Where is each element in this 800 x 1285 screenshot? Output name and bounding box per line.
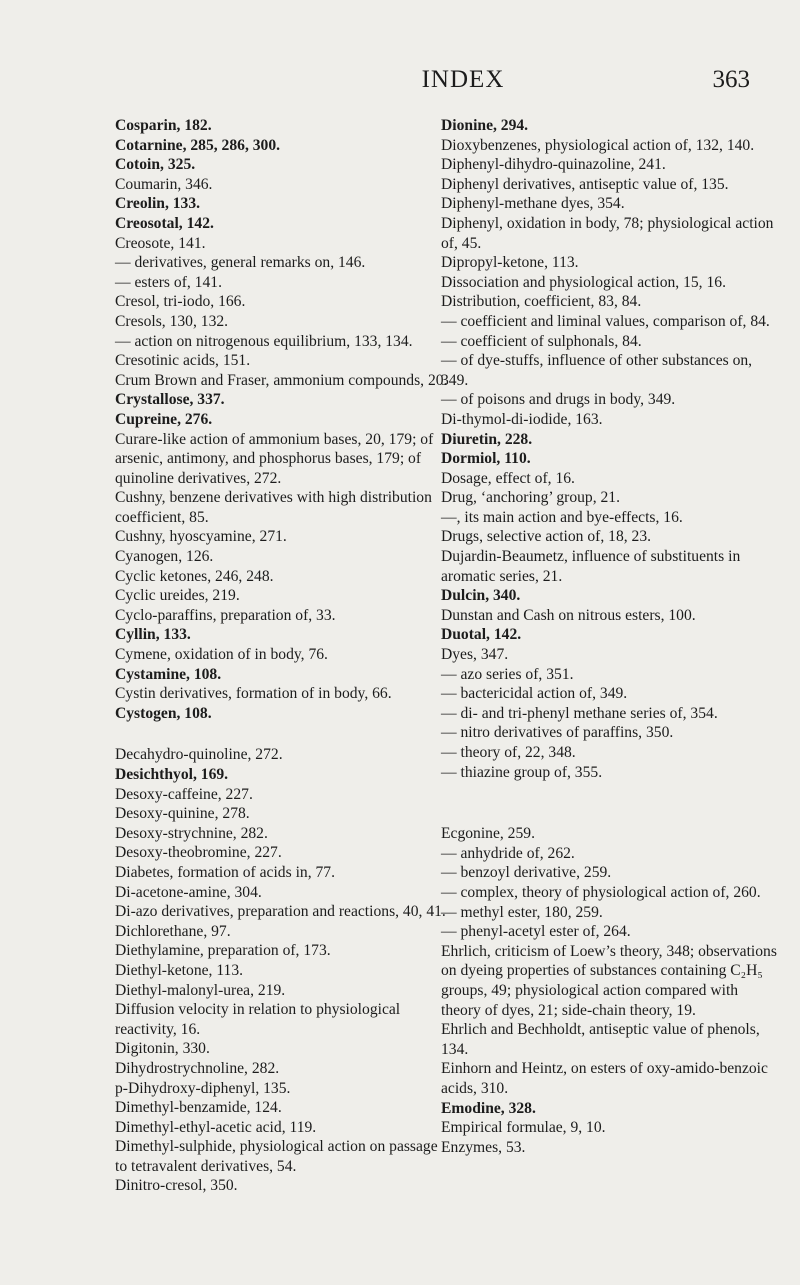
index-entry: [115, 1000, 451, 1039]
index-entry: [115, 1176, 451, 1196]
index-entry: [441, 312, 781, 332]
index-entry: [441, 273, 781, 293]
index-entry-text: Cresol, tri-iodo, 166.: [115, 293, 246, 311]
index-entry: [115, 488, 451, 527]
index-entry-text: — theory of, 22, 348.: [441, 744, 576, 761]
index-entry-text: Desichthyol, 169.: [115, 766, 229, 783]
index-entry-text: Ehrlich and Bechholdt, antiseptic value of phenols, 134.: [441, 1021, 760, 1058]
index-entry-text: Desoxy-theobromine, 227.: [115, 844, 282, 862]
index-entry: [115, 351, 451, 371]
index-entry: [115, 586, 451, 606]
index-entry-text: Ehrlich, criticism of Loew’s theory, 348; observations on dyeing properties of substances containing C₂H₅ groups, 49; physiological action compared with theory of dyes, 21; side-chain theory, 19.: [441, 942, 777, 1019]
index-entry-text: Coumarin, 346.: [115, 175, 213, 193]
index-entry-text: Dinitro-cresol, 350.: [115, 1177, 238, 1195]
index-entry: [115, 625, 451, 645]
index-entry-text: Cyanogen, 126.: [115, 548, 214, 566]
index-entry: [115, 883, 451, 903]
index-entry: [441, 844, 781, 864]
index-entry: [441, 292, 781, 312]
index-entry: [115, 273, 451, 293]
index-entry: [115, 175, 451, 195]
index-entry-text: Cotoin, 325.: [115, 156, 196, 174]
index-entry-text: Desoxy-strychnine, 282.: [115, 824, 268, 842]
index-entry: [441, 547, 781, 586]
index-entry: [115, 843, 451, 863]
index-entry-text: Creosotal, 142.: [115, 214, 214, 232]
index-entry-text: Creolin, 133.: [115, 195, 201, 213]
index-entry-text: —, its main action and bye-effects, 16.: [441, 508, 683, 526]
index-entry: [441, 351, 781, 390]
index-entry-text: Cosparin, 182.: [115, 117, 212, 134]
index-entry-text: Drug, ‘anchoring’ group, 21.: [441, 489, 620, 507]
index-entry: [115, 332, 451, 352]
index-entry: [115, 824, 451, 844]
index-entry: [441, 1099, 781, 1119]
index-entry: [441, 942, 781, 1020]
page-number: 363: [712, 66, 750, 93]
index-entry: [115, 1118, 451, 1138]
index-entry: [441, 586, 781, 606]
page-header: [116, 66, 780, 100]
index-entry-text: Cushny, hyoscyamine, 271.: [115, 528, 287, 546]
index-entry: [441, 1020, 781, 1059]
index-entry-text: Cushny, benzene derivatives with high distribution coefficient, 85.: [115, 489, 432, 526]
index-entry-text: Cupreine, 276.: [115, 410, 213, 428]
index-entry-text: Emodine, 328.: [441, 1099, 536, 1117]
index-entry-text: Dujardin-Beaumetz, influence of substituents in aromatic series, 21.: [441, 548, 741, 585]
index-entry-text: Dipropyl-ketone, 113.: [441, 254, 579, 272]
index-entry-text: Desoxy-quinine, 278.: [115, 805, 250, 823]
index-entry-text: — bactericidal action of, 349.: [441, 685, 628, 703]
index-entry: [441, 390, 781, 410]
index-entry: [115, 1098, 451, 1118]
index-entry: [441, 1118, 781, 1138]
index-entry: [441, 863, 781, 883]
index-entry: [441, 508, 781, 528]
index-entry-text: Einhorn and Heintz, on esters of oxy-amido-benzoic acids, 310.: [441, 1060, 768, 1097]
index-entry: [441, 1138, 781, 1158]
index-entry-text: Dioxybenzenes, physiological action of, 132, 140.: [441, 136, 755, 154]
index-entry: [441, 883, 781, 903]
index-entry-text: Cyclic ureides, 219.: [115, 587, 240, 605]
index-entry-text: Diphenyl derivatives, antiseptic value of, 135.: [441, 175, 729, 193]
index-entry-text: Di-azo derivatives, preparation and reactions, 40, 41.: [115, 903, 446, 921]
index-entry-text: Diffusion velocity in relation to physiological reactivity, 16.: [115, 1001, 401, 1038]
index-entry-text: — benzoyl derivative, 259.: [441, 864, 612, 882]
index-entry: [441, 430, 781, 450]
index-entry: [115, 390, 451, 410]
index-entry: [115, 214, 451, 234]
index-entry-text: Creosote, 141.: [115, 234, 206, 252]
index-entry-text: Diethyl-ketone, 113.: [115, 961, 244, 979]
index-entry-text: Empirical formulae, 9, 10.: [441, 1119, 606, 1137]
index-entry-text: Diabetes, formation of acids in, 77.: [115, 863, 335, 881]
index-entry: [441, 743, 781, 763]
index-entry: [441, 332, 781, 352]
index-entry-text: Diethylamine, preparation of, 173.: [115, 942, 331, 960]
index-entry-text: Enzymes, 53.: [441, 1138, 526, 1156]
index-entry-text: — of dye-stuffs, influence of other substances on, 349.: [441, 352, 753, 389]
index-entry-text: — phenyl-acetyl ester of, 264.: [441, 923, 631, 941]
index-entry: [115, 155, 451, 175]
index-entry-text: — nitro derivatives of paraffins, 350.: [441, 724, 674, 742]
index-entry-text: Diethyl-malonyl-urea, 219.: [115, 981, 286, 999]
index-entry-text: Dimethyl-sulphide, physiological action on passage to tetravalent derivatives, 54.: [115, 1138, 438, 1175]
index-entry: [115, 410, 451, 430]
index-column-left: [115, 116, 451, 1196]
index-entry: [441, 449, 781, 469]
index-entry: [115, 1039, 451, 1059]
index-entry: [115, 312, 451, 332]
index-entry-text: Cystamine, 108.: [115, 665, 222, 683]
index-entry-text: Ecgonine, 259.: [441, 825, 535, 843]
index-entry-text: Di-thymol-di-iodide, 163.: [441, 410, 603, 428]
index-entry: [441, 155, 781, 175]
index-entry-text: Diphenyl-methane dyes, 354.: [441, 195, 625, 213]
index-entry-text: Dionine, 294.: [441, 117, 529, 134]
index-entry: [115, 684, 451, 704]
index-column-right: [441, 116, 781, 1157]
index-entry: [115, 1059, 451, 1079]
index-entry-text: Drugs, selective action of, 18, 23.: [441, 528, 652, 546]
index-entry: [441, 410, 781, 430]
index-entry-text: Duotal, 142.: [441, 626, 522, 644]
index-entry-text: Dosage, effect of, 16.: [441, 469, 575, 487]
index-entry-text: Dichlorethane, 97.: [115, 922, 231, 940]
index-entry: [115, 371, 451, 391]
index-entry: [441, 625, 781, 645]
index-entry: [115, 547, 451, 567]
page-title: INDEX: [421, 66, 505, 93]
index-entry: [441, 194, 781, 214]
index-entry: [115, 136, 451, 156]
index-entry-text: — derivatives, general remarks on, 146.: [115, 254, 366, 272]
index-entry-text: — coefficient and liminal values, comparison of, 84.: [441, 312, 770, 330]
index-entry: [441, 527, 781, 547]
index-entry: [441, 214, 781, 253]
index-entry-text: Cotarnine, 285, 286, 300.: [115, 136, 281, 154]
index-entry: [115, 645, 451, 665]
index-entry: [115, 961, 451, 981]
index-entry-text: Cyclic ketones, 246, 248.: [115, 567, 274, 585]
index-entry: [441, 903, 781, 923]
index-entry-text: — thiazine group of, 355.: [441, 763, 603, 781]
index-entry: [115, 941, 451, 961]
index-entry-text: Digitonin, 330.: [115, 1040, 210, 1058]
index-entry-text: — of poisons and drugs in body, 349.: [441, 391, 676, 409]
index-entry-text: — azo series of, 351.: [441, 665, 574, 683]
index-entry-text: Di-acetone-amine, 304.: [115, 883, 262, 901]
index-entry: [115, 116, 451, 136]
index-entry-text: Crum Brown and Fraser, ammonium compounds, 20.: [115, 371, 448, 389]
index-entry-text: Decahydro-quinoline, 272.: [115, 746, 283, 764]
section-gap: [115, 723, 451, 745]
index-entry-text: Dimethyl-ethyl-acetic acid, 119.: [115, 1118, 317, 1136]
index-entry: [441, 488, 781, 508]
index-entry: [441, 606, 781, 626]
index-entry-text: Dimethyl-benzamide, 124.: [115, 1099, 282, 1117]
index-entry-text: Dulcin, 340.: [441, 587, 521, 605]
index-entry-text: Diphenyl, oxidation in body, 78; physiological action of, 45.: [441, 214, 774, 252]
index-entry: [115, 527, 451, 547]
index-entry-text: Cresols, 130, 132.: [115, 312, 229, 330]
index-entry: [115, 567, 451, 587]
index-entry-text: — coefficient of sulphonals, 84.: [441, 332, 642, 350]
index-entry: [115, 194, 451, 214]
index-entry: [441, 684, 781, 704]
index-entry-text: p-Dihydroxy-diphenyl, 135.: [115, 1079, 291, 1097]
index-entry: [115, 922, 451, 942]
index-entry-text: — complex, theory of physiological action of, 260.: [441, 883, 761, 901]
index-entry-text: Dormiol, 110.: [441, 450, 531, 468]
index-entry: [441, 922, 781, 942]
index-entry: [115, 430, 451, 489]
index-entry-text: Dyes, 347.: [441, 646, 509, 664]
index-entry: [115, 981, 451, 1001]
index-entry-text: Cystogen, 108.: [115, 704, 212, 722]
index-entry: [441, 763, 781, 783]
index-entry: [441, 469, 781, 489]
index-entry: [115, 745, 451, 765]
index-entry-text: — methyl ester, 180, 259.: [441, 903, 603, 921]
index-entry: [115, 1137, 451, 1176]
index-entry-text: Diphenyl-dihydro-quinazoline, 241.: [441, 156, 666, 174]
index-entry-text: Dihydrostrychnoline, 282.: [115, 1059, 280, 1077]
index-entry: [441, 645, 781, 665]
index-entry-text: Desoxy-caffeine, 227.: [115, 785, 253, 803]
index-entry-text: — action on nitrogenous equilibrium, 133, 134.: [115, 332, 413, 350]
index-entry: [115, 292, 451, 312]
index-entry: [115, 704, 451, 724]
index-entry-text: — esters of, 141.: [115, 273, 222, 291]
index-entry: [115, 234, 451, 254]
index-entry: [441, 136, 781, 156]
index-entry: [115, 765, 451, 785]
index-entry: [441, 1059, 781, 1098]
index-entry-text: Crystallose, 337.: [115, 391, 225, 409]
index-entry: [115, 253, 451, 273]
index-entry: [115, 902, 451, 922]
index-entry: [441, 723, 781, 743]
index-entry-text: Cresotinic acids, 151.: [115, 352, 251, 370]
index-entry: [441, 704, 781, 724]
index-entry: [441, 824, 781, 844]
index-entry-text: Cymene, oxidation of in body, 76.: [115, 646, 328, 664]
index-entry: [115, 785, 451, 805]
index-entry: [441, 253, 781, 273]
index-entry: [441, 175, 781, 195]
index-entry-text: Distribution, coefficient, 83, 84.: [441, 293, 642, 311]
index-entry-text: Curare-like action of ammonium bases, 20, 179; of arsenic, antimony, and phosphorus bases, 179; of quinoline derivatives, 272.: [115, 430, 434, 487]
index-entry-text: Diuretin, 228.: [441, 430, 533, 448]
index-entry-text: — anhydride of, 262.: [441, 844, 575, 862]
index-entry-text: Cystin derivatives, formation of in body, 66.: [115, 685, 392, 703]
index-entry: [441, 665, 781, 685]
index-entry-text: Cyllin, 133.: [115, 626, 191, 644]
index-entry: [441, 116, 781, 136]
section-gap: [441, 782, 781, 824]
index-entry: [115, 665, 451, 685]
index-entry-text: Dunstan and Cash on nitrous esters, 100.: [441, 606, 696, 624]
index-entry-text: — di- and tri-phenyl methane series of, 354.: [441, 704, 718, 722]
index-entry: [115, 863, 451, 883]
index-entry: [115, 804, 451, 824]
index-entry-text: Cyclo-paraffins, preparation of, 33.: [115, 606, 336, 624]
index-entry: [115, 606, 451, 626]
index-entry-text: Dissociation and physiological action, 15, 16.: [441, 273, 726, 291]
index-entry: [115, 1079, 451, 1099]
